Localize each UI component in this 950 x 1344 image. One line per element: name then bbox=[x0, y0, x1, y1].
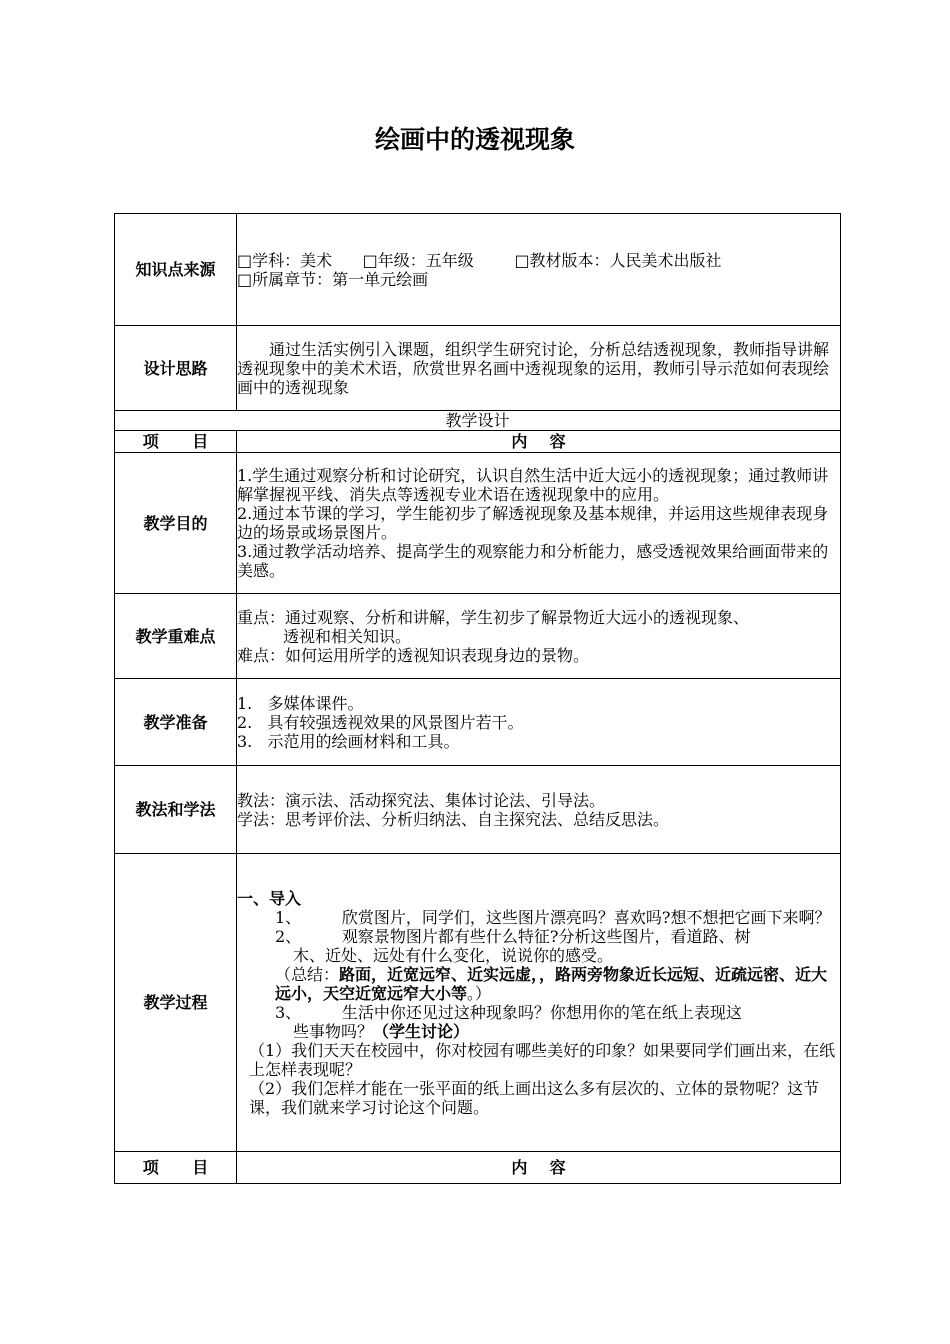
source-row bbox=[115, 214, 841, 326]
focus-line-cont: 透视和相关知识。 bbox=[283, 626, 412, 646]
source-line-1: □学科：美术 □年级：五年级 □教材版本：人民美术出版社 bbox=[237, 250, 722, 270]
keypoints-content bbox=[237, 594, 841, 679]
prep-item: 2. 具有较强透视效果的风景图片若干。 bbox=[237, 712, 524, 732]
step-3b-text: 些事物吗？ bbox=[293, 1021, 374, 1041]
methods-content bbox=[237, 766, 841, 854]
summary-bold: 路面，近宽远窄、近实远虚，，路两旁物象近长远短、近疏远密、近大远小，天空近宽远窄大小等 bbox=[275, 964, 828, 1003]
methods-row bbox=[115, 766, 841, 854]
lesson-plan-table bbox=[114, 213, 841, 1184]
prep-item: 3. 示范用的绘画材料和工具。 bbox=[237, 731, 460, 751]
footer-content: 内 容 bbox=[237, 1152, 841, 1184]
difficulty-line: 难点：如何运用所学的透视知识表现身边的景物。 bbox=[237, 645, 590, 665]
methods-label: 教法和学法 bbox=[115, 766, 237, 854]
header-row bbox=[115, 431, 841, 453]
step-3b bbox=[237, 1022, 840, 1041]
source-content bbox=[237, 214, 841, 326]
step-1: 1、 欣赏图片，同学们，这些图片漂亮吗？喜欢吗?想不想把它画下来啊？ bbox=[275, 907, 831, 927]
step-3b-discussion: （学生讨论） bbox=[373, 1021, 470, 1041]
source-line-2: □所属章节：第一单元绘画 bbox=[237, 269, 429, 289]
goal-item: 2.通过本节课的学习，学生能初步了解透视现象及基本规律，并运用这些规律表现身边的场景或场景图片。 bbox=[237, 504, 829, 542]
summary-suffix: 。） bbox=[467, 983, 492, 1003]
section-title-row bbox=[115, 411, 841, 431]
process-heading: 一、导入 bbox=[237, 888, 302, 908]
design-text: 通过生活实例引入课题，组织学生研究讨论，分析总结透视现象，教师指导讲解透视现象中的美术术语，欣赏世界名画中透视现象的运用，教师引导示范如何表现绘画中的透视现象 bbox=[237, 339, 830, 397]
source-label: 知识点来源 bbox=[115, 214, 237, 326]
goals-row bbox=[115, 453, 841, 594]
header-content: 内 容 bbox=[237, 431, 841, 453]
process-content bbox=[237, 854, 841, 1152]
section-title: 教学设计 bbox=[115, 411, 841, 431]
question-2: （2）我们怎样才能在一张平面的纸上画出这么多有层次的、立体的景物呢？这节课，我们就来学习讨论这个问题。 bbox=[249, 1078, 820, 1117]
focus-line: 重点：通过观察、分析和讲解，学生初步了解景物近大远小的透视现象、 bbox=[237, 607, 750, 627]
design-label: 设计思路 bbox=[115, 326, 237, 411]
keypoints-row bbox=[115, 594, 841, 679]
goal-item: 1.学生通过观察分析和讨论研究，认识自然生活中近大远小的透视现象；通过教师讲解掌握视平线、消失点等透视专业术语在透视现象中的应用。 bbox=[237, 466, 829, 504]
design-row bbox=[115, 326, 841, 411]
prep-content bbox=[237, 679, 841, 766]
step-2b: 木、近处、远处有什么变化，说说你的感受。 bbox=[293, 945, 614, 965]
keypoints-label: 教学重难点 bbox=[115, 594, 237, 679]
learn-method: 学法：思考评价法、分析归纳法、自主探究法、总结反思法。 bbox=[237, 809, 670, 829]
step-2a: 2、 观察景物图片都有些什么特征?分析这些图片，看道路、树 bbox=[275, 926, 751, 946]
goals-content bbox=[237, 453, 841, 594]
process-row bbox=[115, 854, 841, 1152]
goals-label: 教学目的 bbox=[115, 453, 237, 594]
process-label: 教学过程 bbox=[115, 854, 237, 1152]
prep-row bbox=[115, 679, 841, 766]
design-content bbox=[237, 326, 841, 411]
document-title: 绘画中的透视现象 bbox=[374, 125, 575, 154]
goal-item: 3.通过教学活动培养、提高学生的观察能力和分析能力，感受透视效果给画面带来的美感。 bbox=[237, 542, 829, 580]
prep-item: 1. 多媒体课件。 bbox=[237, 693, 364, 713]
question-1: （1）我们天天在校园中，你对校园有哪些美好的印象？如果要同学们画出来，在纸上怎样表现呢？ bbox=[249, 1040, 836, 1079]
step-3a: 3、 生活中你还见过这种现象吗？你想用你的笔在纸上表现这 bbox=[275, 1002, 742, 1022]
teach-method: 教法：演示法、活动探究法、集体讨论法、引导法。 bbox=[237, 790, 606, 810]
summary-prefix: （总结： bbox=[275, 964, 340, 984]
footer-header-row bbox=[115, 1152, 841, 1184]
summary bbox=[237, 965, 840, 1003]
prep-label: 教学准备 bbox=[115, 679, 237, 766]
header-item: 项 目 bbox=[115, 431, 237, 453]
footer-item: 项 目 bbox=[115, 1152, 237, 1184]
